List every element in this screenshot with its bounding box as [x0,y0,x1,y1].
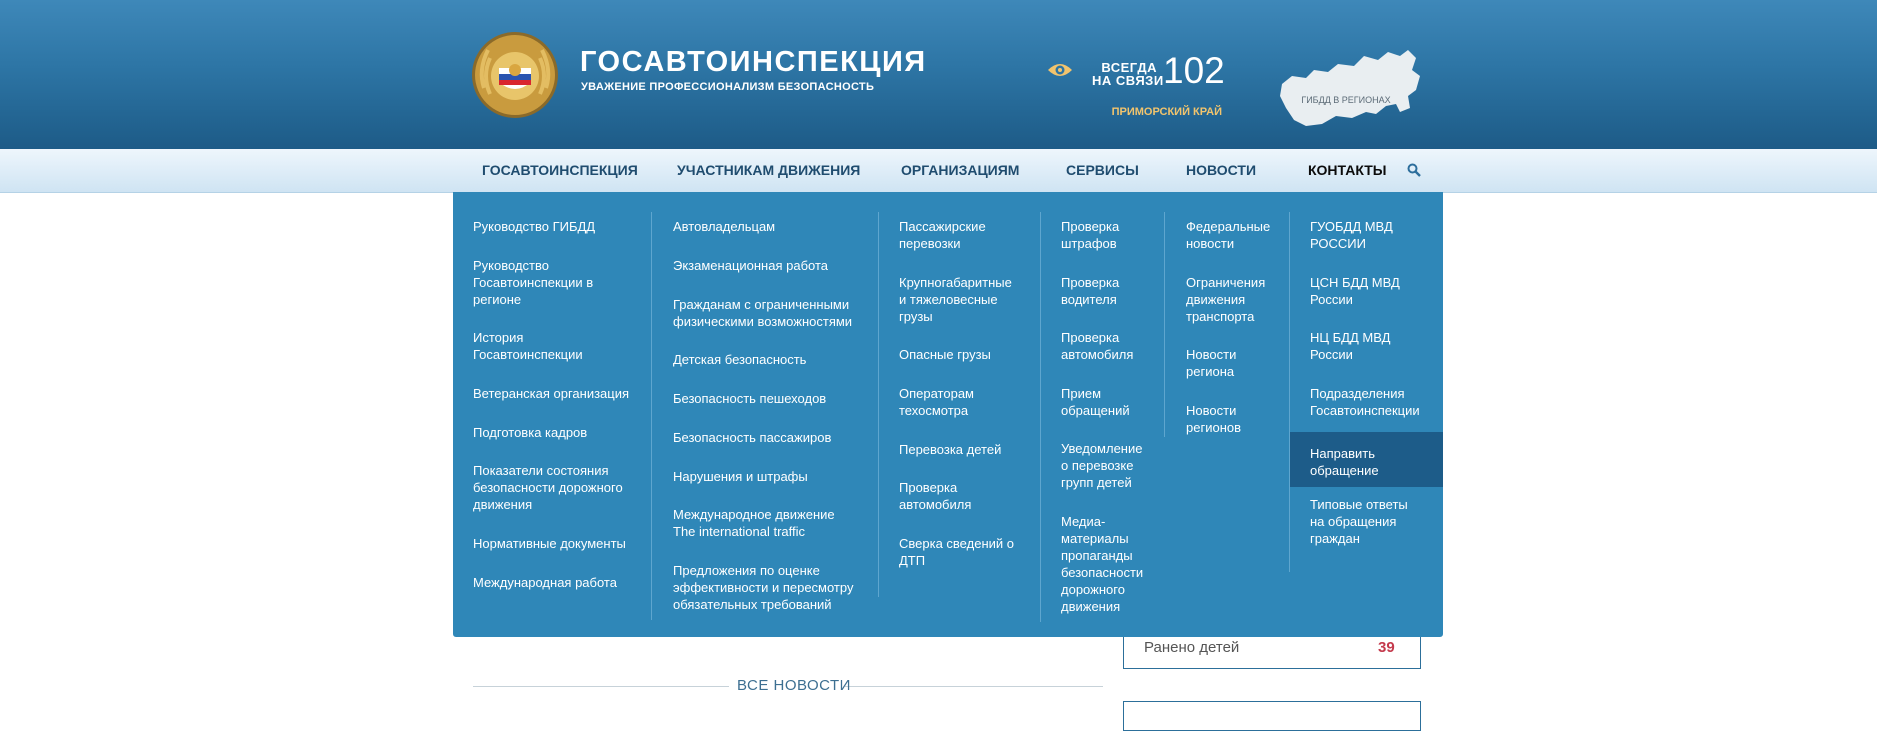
menu-item-subdivisions[interactable]: Подразделения Госавтоинспекции [1310,386,1420,418]
menu-item-nc-bdd[interactable]: НЦ БДД МВД России [1310,330,1391,362]
eye-icon[interactable] [1047,61,1073,79]
region-selector[interactable]: ПРИМОРСКИЙ КРАЙ [1111,106,1222,118]
main-nav [0,149,1877,193]
column-divider [878,212,879,597]
menu-item-region-news[interactable]: Новости региона [1186,347,1237,379]
menu-item-vehicle-check[interactable]: Проверка автомобиля [899,480,972,512]
menu-item-requirements-review[interactable]: Предложения по оценке эффективности и пересмотру обязательных требований [673,563,854,612]
map-label[interactable]: ГИБДД В РЕГИОНАХ [1301,95,1391,105]
site-slogan: УВАЖЕНИЕ ПРОФЕССИОНАЛИЗМ БЕЗОПАСНОСТЬ [581,81,875,93]
emergency-phone: 102 [1163,50,1225,91]
nav-item-participants[interactable]: УЧАСТНИКАМ ДВИЖЕНИЯ [677,162,861,178]
menu-item-typical-answers[interactable]: Типовые ответы на обращения граждан [1310,497,1408,546]
always-online-line2: НА СВЯЗИ [1092,73,1164,88]
menu-item-international-traffic[interactable]: Международное движение The international traffic [673,507,835,539]
menu-item-regions-news[interactable]: Новости регионов [1186,403,1242,435]
column-divider [1040,212,1041,622]
menu-item-csn-bdd[interactable]: ЦСН БДД МВД России [1310,275,1400,307]
menu-item-federal-news[interactable]: Федеральные новости [1186,219,1271,251]
menu-item-child-safety[interactable]: Детская безопасность [673,352,807,367]
menu-item-safety-indicators[interactable]: Показатели состояния безопасности дорожного движения [473,463,623,512]
contacts-dropdown-menu [453,192,1443,637]
column-divider [1289,212,1290,572]
russia-map-icon[interactable] [1276,46,1424,132]
always-online-line1: ВСЕГДА [1101,60,1157,75]
menu-item-check-driver[interactable]: Проверка водителя [1061,275,1120,307]
menu-item-guobdd[interactable]: ГУОБДД МВД РОССИИ [1310,219,1393,251]
menu-item-passenger-safety[interactable]: Безопасность пассажиров [673,430,832,445]
menu-item-history[interactable]: История Госавтоинспекции [473,330,583,362]
nav-item-contacts[interactable]: КОНТАКТЫ [1308,162,1387,178]
menu-item-inspection-operators[interactable]: Операторам техосмотра [899,386,974,418]
menu-item-veterans[interactable]: Ветеранская организация [473,386,630,401]
menu-item-accident-reconciliation[interactable]: Сверка сведений о ДТП [899,536,1014,568]
menu-item-disabled-citizens[interactable]: Гражданам с ограниченными физическими возможностями [673,297,853,329]
menu-item-exams[interactable]: Экзаменационная работа [673,258,829,273]
menu-item-check-vehicle[interactable]: Проверка автомобиля [1061,330,1134,362]
menu-item-staff-training[interactable]: Подготовка кадров [473,425,588,440]
menu-item-send-appeal[interactable]: Направить обращение [1290,432,1443,487]
stat-label: Ранено детей [1144,639,1240,656]
site-title[interactable]: ГОСАВТОИНСПЕКЦИЯ [580,46,927,78]
menu-item-check-fines[interactable]: Проверка штрафов [1061,219,1120,251]
site-header [0,0,1877,149]
menu-item-media-materials[interactable]: Медиа- материалы пропаганды безопасности дорожного движения [1061,514,1144,614]
nav-item-news[interactable]: НОВОСТИ [1186,162,1257,178]
menu-item-oversized-cargo[interactable]: Крупногабаритные и тяжеловесные грузы [899,275,1012,324]
nav-item-services[interactable]: СЕРВИСЫ [1066,162,1139,178]
menu-item-traffic-restrictions[interactable]: Ограничения движения транспорта [1186,275,1266,324]
column-divider [1164,212,1165,437]
nav-item-organizations[interactable]: ОРГАНИЗАЦИЯМ [901,162,1020,178]
menu-item-regulations[interactable]: Нормативные документы [473,536,626,551]
emblem-logo[interactable] [470,30,560,120]
stat-box-empty [1123,701,1421,731]
menu-item-passenger-transport[interactable]: Пассажирские перевозки [899,219,986,251]
menu-item-international-work[interactable]: Международная работа [473,575,617,590]
menu-item-appeals-reception[interactable]: Прием обращений [1061,386,1130,418]
divider-line [473,686,729,687]
menu-item-violations-fines[interactable]: Нарушения и штрафы [673,469,808,484]
menu-item-child-transport[interactable]: Перевозка детей [899,442,1002,457]
column-divider [651,212,652,620]
stat-value: 39 [1378,639,1395,656]
menu-item-group-transport-notice[interactable]: Уведомление о перевозке групп детей [1061,441,1143,490]
menu-item-regional-leadership[interactable]: Руководство Госавтоинспекции в регионе [473,258,594,307]
all-news-link[interactable]: ВСЕ НОВОСТИ [737,677,851,694]
nav-item-gosavtoinspekciya[interactable]: ГОСАВТОИНСПЕКЦИЯ [482,162,638,178]
menu-item-gibdd-leadership[interactable]: Руководство ГИБДД [473,219,596,234]
menu-item-dangerous-goods[interactable]: Опасные грузы [899,347,991,362]
menu-item-pedestrian-safety[interactable]: Безопасность пешеходов [673,391,827,406]
search-icon[interactable] [1407,163,1421,177]
menu-item-car-owners[interactable]: Автовладельцам [673,219,776,234]
divider-line [845,686,1103,687]
